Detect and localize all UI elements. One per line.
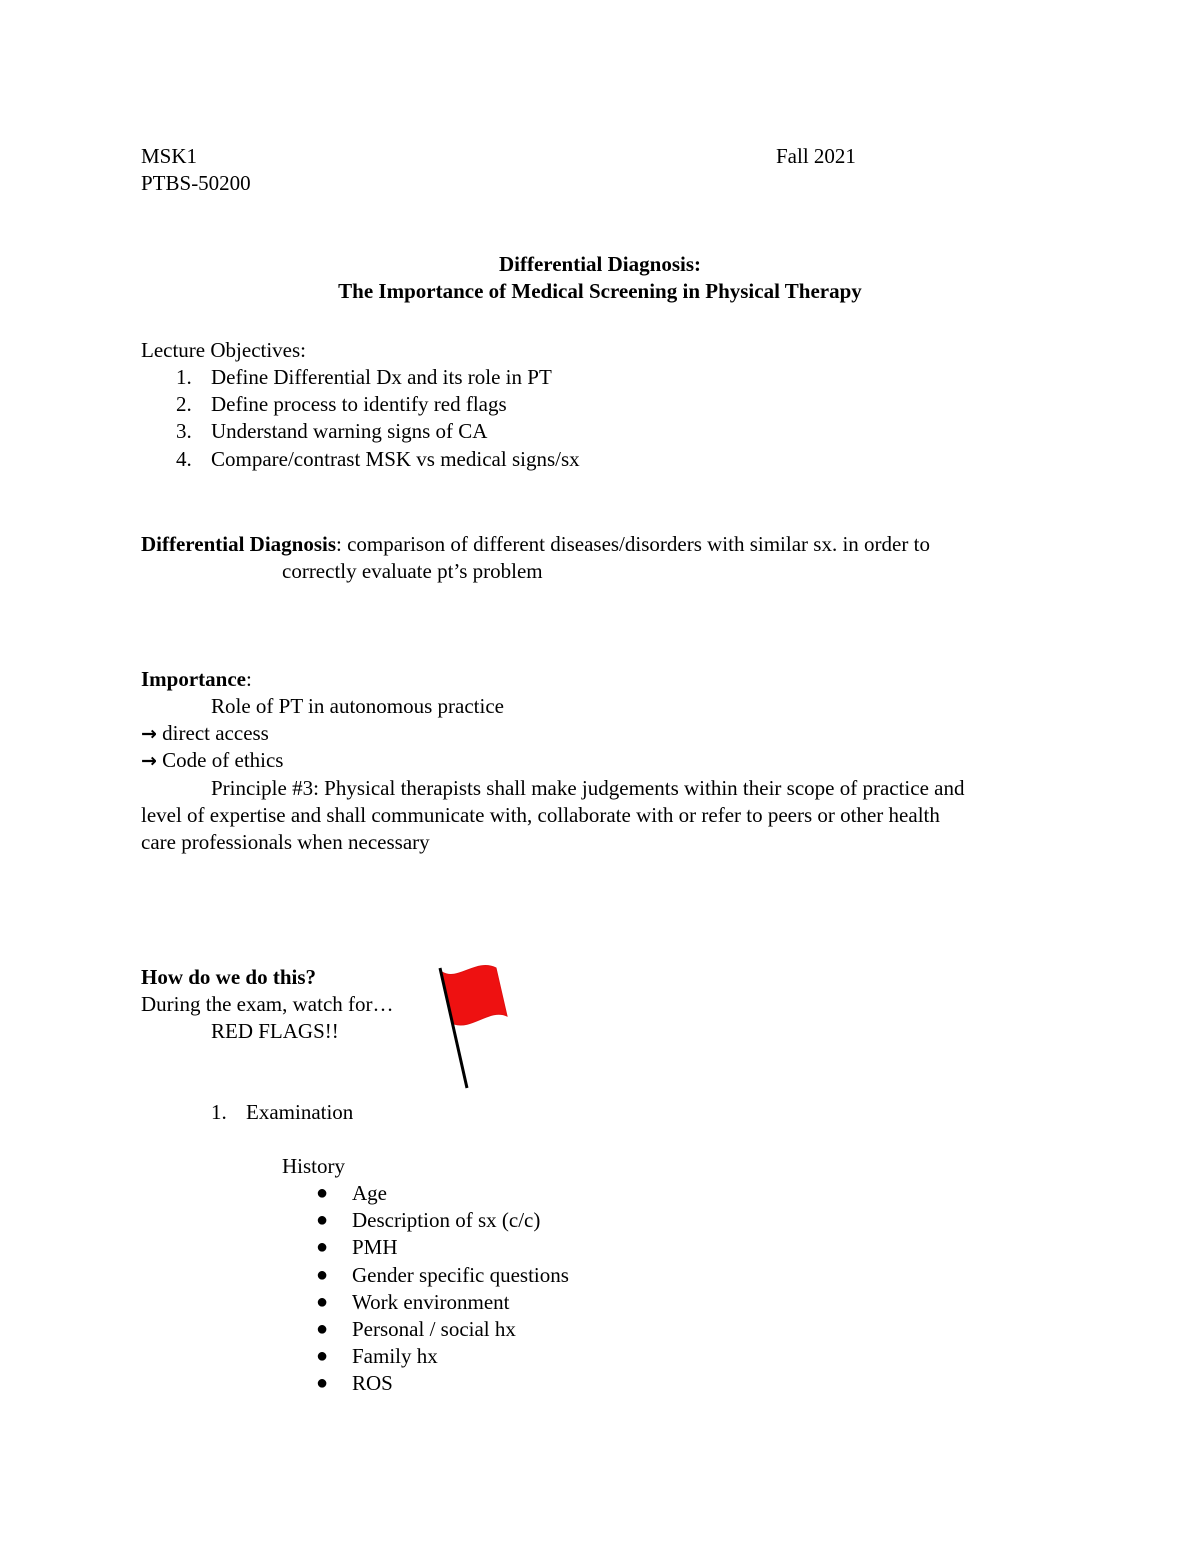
how-heading: How do we do this? [141,965,317,989]
list-text: Family hx [352,1344,438,1368]
list-text: Define Differential Dx and its role in PT [211,365,552,389]
how-line-1: During the exam, watch for… [141,992,394,1016]
list-number: 1. [211,1100,227,1124]
list-text: Define process to identify red flags [211,392,507,416]
definition-text: : comparison of different diseases/disorders with similar sx. in order to [336,532,930,556]
objectives-heading: Lecture Objectives: [141,338,307,362]
list-text: Compare/contrast MSK vs medical signs/sx [211,447,580,471]
list-text: ROS [352,1371,393,1395]
arrow-item [141,747,283,775]
principle-line-2: level of expertise and shall communicate with, collaborate with or refer to peers or other health [141,803,940,827]
importance-role: Role of PT in autonomous practice [211,694,504,718]
list-text: Age [352,1181,387,1205]
importance-heading: Importance: [141,667,252,691]
bullet-icon: ● [316,1264,329,1286]
bullet-icon: ● [316,1372,329,1394]
term-label: Fall 2021 [776,144,856,168]
arrow-icon: → [141,750,157,772]
red-flags-text: RED FLAGS!! [211,1019,339,1043]
list-item [176,418,488,445]
title-line-2: The Importance of Medical Screening in Physical Therapy [338,279,862,303]
definition-line-1 [141,531,930,558]
bullet-icon: ● [316,1291,329,1313]
examination-label: Examination [246,1100,354,1124]
list-text: Personal / social hx [352,1317,516,1341]
list-text: Description of sx (c/c) [352,1208,541,1232]
list-text: Gender specific questions [352,1263,569,1287]
list-number: 4. [176,447,192,471]
principle-line-3: care professionals when necessary [141,830,430,854]
list-item [176,446,580,473]
definition-line-2: correctly evaluate pt’s problem [282,559,543,583]
arrow-icon: → [141,723,157,745]
examination-item [211,1099,354,1126]
list-number: 1. [176,365,192,389]
title-line-1: Differential Diagnosis: [498,252,701,276]
bullet-icon: ● [316,1318,329,1340]
arrow-item-text: direct access [162,721,269,745]
course-name: MSK1 [141,144,198,168]
definition-term: Differential Diagnosis [141,532,337,556]
bullet-icon: ● [316,1182,329,1204]
list-item [176,364,552,391]
list-text: PMH [352,1235,398,1259]
red-flag-icon [434,960,514,1092]
course-code: PTBS-50200 [141,171,251,195]
bullet-icon: ● [316,1236,329,1258]
bullet-icon: ● [316,1345,329,1367]
list-text: Work environment [352,1290,510,1314]
bullet-icon: ● [316,1209,329,1231]
history-label: History [282,1154,345,1178]
principle-line-1: Principle #3: Physical therapists shall make judgements within their scope of practice and [211,776,965,800]
arrow-item-text: Code of ethics [162,748,284,772]
list-number: 2. [176,392,192,416]
list-text: Understand warning signs of CA [211,419,488,443]
list-item [176,391,507,418]
arrow-item [141,720,269,748]
list-number: 3. [176,419,192,443]
